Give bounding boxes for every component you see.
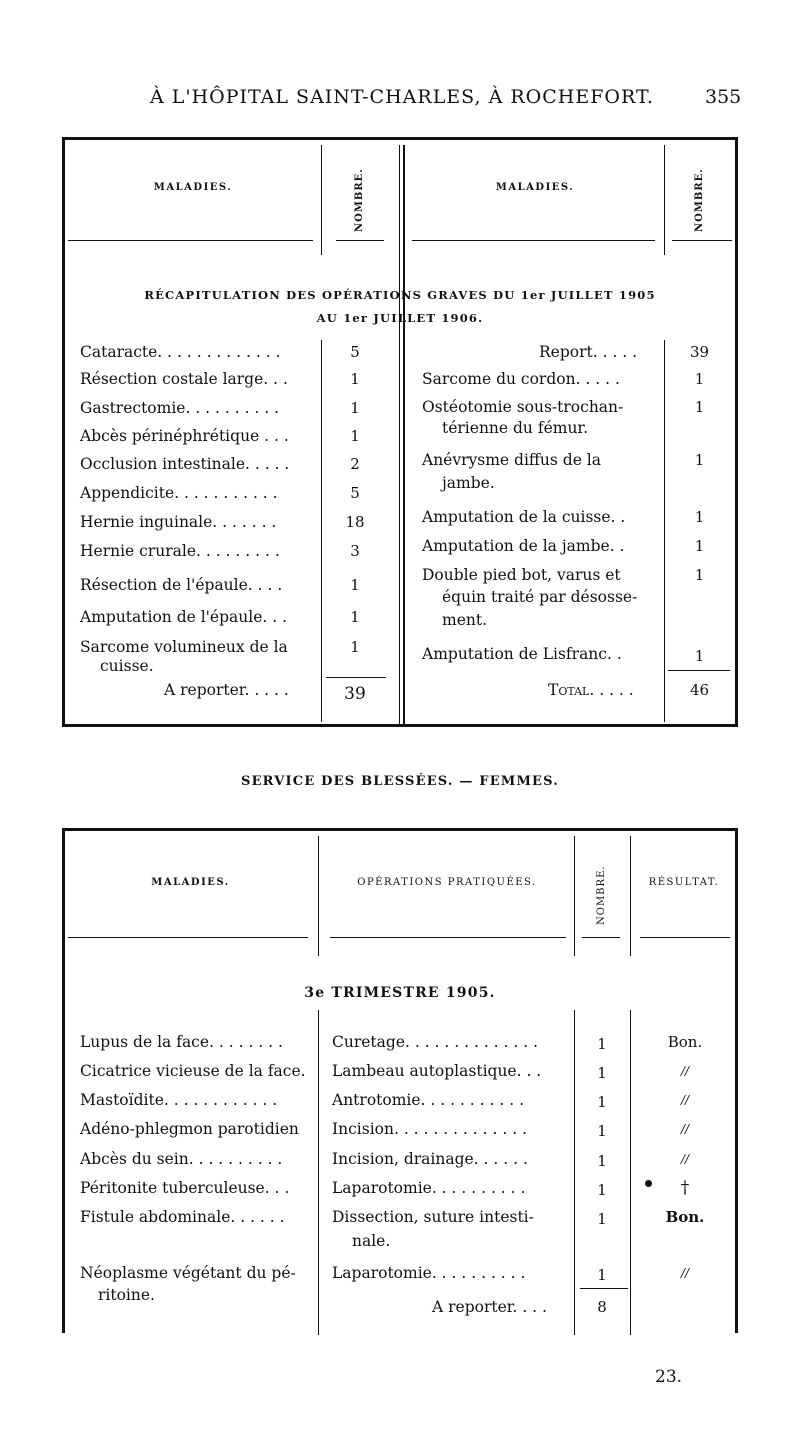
t1-left-count: 5: [350, 343, 360, 361]
t1-right-total: 46: [689, 681, 710, 699]
t2-resultat: //: [680, 1266, 690, 1280]
t1-left-count: 1: [350, 399, 360, 417]
t1-left-count: 18: [345, 513, 365, 531]
t2-maladie: Lupus de la face. . . . . . . .: [80, 1033, 283, 1051]
t2-operation: Laparotomie. . . . . . . . . .: [332, 1179, 526, 1197]
t1-left-total: 39: [344, 684, 366, 704]
t1-header-maladies-right: MALADIES.: [495, 182, 575, 193]
t1-right-count: 39: [689, 343, 710, 361]
t2-count: 1: [597, 1035, 607, 1053]
t1-right-count: 1: [694, 537, 705, 555]
t1-right-label: jambe.: [442, 474, 495, 492]
t2-operation: Antrotomie. . . . . . . . . . .: [332, 1091, 525, 1109]
t2-operation: Dissection, suture intesti-: [332, 1208, 534, 1226]
t2-resultat: Bon.: [665, 1208, 705, 1226]
t1-right-count: 1: [694, 566, 705, 584]
t1-left-label: Abcès périnéphrétique . . .: [80, 427, 289, 445]
t2-total-label: A reporter. . . .: [432, 1298, 547, 1316]
t1-header-maladies-left: MALADIES.: [153, 182, 233, 193]
t1-right-label: Double pied bot, varus et: [422, 566, 621, 584]
t2-count: 1: [597, 1064, 607, 1082]
t1-left-label: Appendicite. . . . . . . . . . .: [80, 484, 278, 502]
t1-right-label: Anévrysme diffus de la: [422, 451, 601, 469]
t2-resultat: //: [680, 1122, 690, 1136]
t1-left-label: Cataracte. . . . . . . . . . . . .: [80, 343, 281, 361]
t1-header-nombre-right: NOMBRE.: [694, 168, 705, 232]
t2-header-nombre: NOMBRE.: [596, 865, 607, 925]
t2-caption: 3e TRIMESTRE 1905.: [304, 985, 496, 1001]
t2-resultat: †: [680, 1178, 690, 1198]
t2-count: 1: [597, 1152, 607, 1170]
t2-count: 1: [597, 1210, 607, 1228]
t2-header-operations: OPÉRATIONS PRATIQUÉES.: [357, 877, 537, 888]
t1-right-count: 1: [694, 647, 705, 665]
t1-left-count: 1: [350, 427, 360, 445]
t1-caption-line2: AU 1er JUILLET 1906.: [316, 311, 484, 325]
t1-right-label: Amputation de Lisfranc. .: [422, 645, 622, 663]
t1-right-count: 1: [694, 370, 705, 388]
t2-operation: Incision. . . . . . . . . . . . . .: [332, 1120, 527, 1138]
t2-maladie: Cicatrice vicieuse de la face.: [80, 1062, 306, 1080]
t2-maladie: ritoine.: [98, 1286, 155, 1304]
t1-left-label: Résection de l'épaule. . . .: [80, 576, 283, 594]
t2-operation: Lambeau autoplastique. . .: [332, 1062, 542, 1080]
t1-right-label: térienne du fémur.: [442, 419, 589, 437]
t1-left-label: Hernie crurale. . . . . . . . .: [80, 542, 280, 560]
t1-left-label: Sarcome volumineux de la: [80, 638, 288, 656]
signature-mark: 23.: [655, 1367, 683, 1387]
t1-right-label: équin traité par désosse-: [442, 588, 638, 606]
t2-operation: Curetage. . . . . . . . . . . . . .: [332, 1033, 539, 1051]
t1-left-count: 2: [350, 455, 360, 473]
t1-left-count: 1: [350, 370, 360, 388]
t1-left-label: Amputation de l'épaule. . .: [80, 608, 288, 626]
t1-left-label: Hernie inguinale. . . . . . .: [80, 513, 277, 531]
t1-right-count: 1: [694, 508, 705, 526]
t1-left-label: Gastrectomie. . . . . . . . . .: [80, 399, 280, 417]
t2-operation: Laparotomie. . . . . . . . . .: [332, 1264, 526, 1282]
t1-right-label: Ostéotomie sous-trochan-: [422, 398, 624, 416]
t1-left-label: cuisse.: [100, 657, 154, 675]
t1-right-total-label: Total. . . . .: [548, 681, 634, 699]
t1-left-count: 5: [350, 484, 360, 502]
t1-right-count: 1: [694, 398, 705, 416]
running-head-title: À L'HÔPITAL SAINT-CHARLES, À ROCHEFORT.: [150, 86, 654, 108]
section-title: SERVICE DES BLESSÉES. — FEMMES.: [240, 774, 559, 789]
t2-header-resultat: RÉSULTAT.: [648, 877, 720, 888]
t2-operation: nale.: [352, 1232, 391, 1250]
t2-maladie: Péritonite tuberculeuse. . .: [80, 1179, 290, 1197]
t1-left-label: Occlusion intestinale. . . . .: [80, 455, 290, 473]
t2-maladie: Néoplasme végétant du pé-: [80, 1264, 296, 1282]
t1-right-label: Report. . . . .: [539, 343, 638, 361]
t2-operation: Incision, drainage. . . . . .: [332, 1150, 528, 1168]
t2-maladie: Fistule abdominale. . . . . .: [80, 1208, 285, 1226]
t2-header-maladies: MALADIES.: [151, 877, 230, 888]
t2-count: 1: [597, 1181, 607, 1199]
t2-maladie: Abcès du sein. . . . . . . . . .: [80, 1150, 283, 1168]
t2-resultat: //: [680, 1064, 690, 1078]
t1-right-label: Amputation de la jambe. .: [422, 537, 625, 555]
t2-total: 8: [597, 1298, 607, 1316]
t1-left-count: 3: [350, 542, 360, 560]
t2-maladie: Adéno-phlegmon parotidien: [80, 1120, 299, 1138]
t1-right-label: ment.: [442, 611, 488, 629]
t2-count: 1: [597, 1122, 607, 1140]
t2-resultat: //: [680, 1152, 690, 1166]
t2-maladie: Mastoïdite. . . . . . . . . . . .: [80, 1091, 278, 1109]
t2-resultat: //: [680, 1093, 690, 1107]
t1-left-label: Résection costale large. . .: [80, 370, 288, 388]
t1-left-count: 1: [350, 608, 360, 626]
t2-count: 1: [597, 1093, 607, 1111]
t1-right-label: Amputation de la cuisse. .: [422, 508, 626, 526]
t1-left-count: 1: [350, 638, 360, 656]
t2-count: 1: [597, 1266, 607, 1284]
running-head: [0, 86, 800, 116]
page-number: 355: [705, 86, 742, 108]
t2-resultat: Bon.: [667, 1033, 703, 1051]
t1-left-count: 1: [350, 576, 360, 594]
t1-caption-line1: RÉCAPITULATION DES OPÉRATIONS GRAVES DU 1er JUILLET 1905: [144, 288, 656, 302]
t1-right-count: 1: [694, 451, 705, 469]
ink-spot: [645, 1180, 652, 1187]
t1-right-label: Sarcome du cordon. . . . .: [422, 370, 620, 388]
t1-left-total-label: A reporter. . . . .: [164, 681, 289, 699]
t1-header-nombre-left: NOMBRE.: [354, 168, 365, 232]
